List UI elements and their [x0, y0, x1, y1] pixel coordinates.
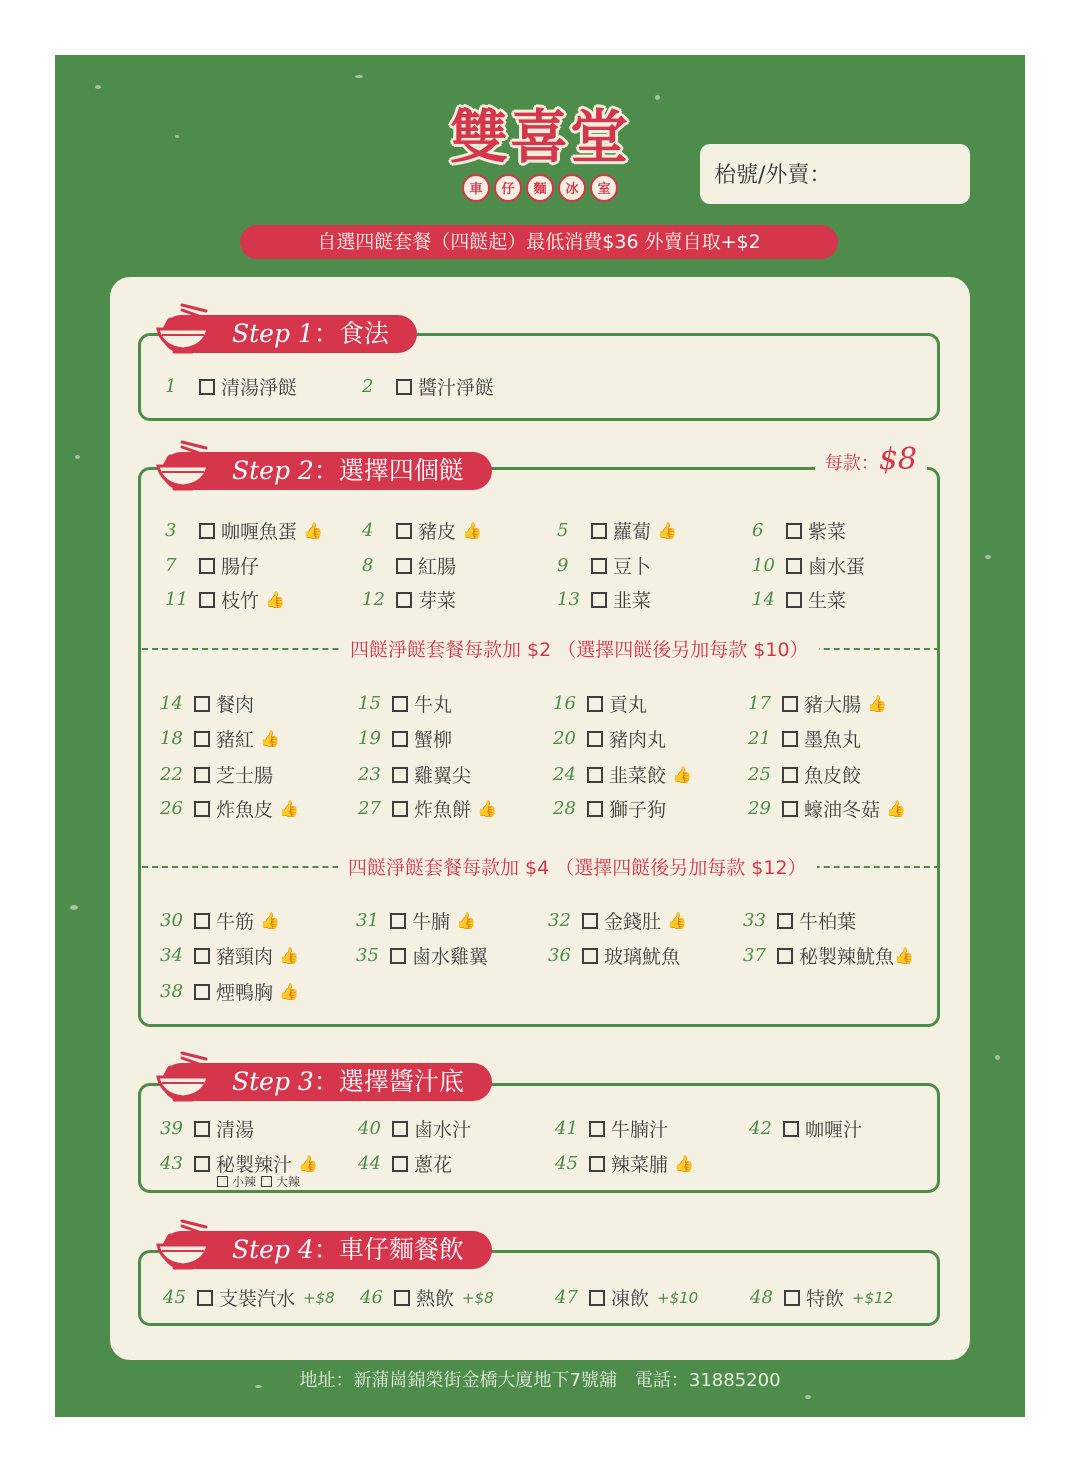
option-label: 豬紅 — [216, 729, 255, 751]
checkbox[interactable] — [392, 696, 408, 712]
option-number: 1 — [165, 376, 177, 397]
option-number: 46 — [360, 1287, 383, 1308]
menu-option[interactable] — [752, 517, 846, 544]
checkbox[interactable] — [396, 379, 412, 395]
thumbs-up-icon: 👍 — [279, 982, 299, 1001]
thumbs-up-icon: 👍 — [279, 799, 299, 818]
table-number-label: 枱號/外賣： — [714, 163, 832, 188]
brand-subtitle-char: 麵 — [526, 174, 554, 202]
option-label: 豬大腸 — [804, 694, 862, 716]
menu-option[interactable] — [557, 517, 677, 544]
menu-option[interactable] — [557, 586, 651, 613]
step3-header: Step 3：選擇醬汁底 — [162, 1063, 492, 1101]
checkbox[interactable] — [390, 913, 406, 929]
checkbox[interactable] — [783, 1121, 799, 1137]
menu-option[interactable] — [553, 761, 692, 788]
option-label: 秘製辣魷魚 — [799, 946, 895, 968]
brand-name: 雙喜堂 — [449, 103, 630, 171]
checkbox[interactable] — [199, 558, 215, 574]
option-label: 蔥花 — [414, 1154, 453, 1176]
checkbox[interactable] — [194, 1121, 210, 1137]
checkbox[interactable] — [582, 913, 598, 929]
option-number: 18 — [160, 728, 183, 749]
checkbox[interactable] — [392, 767, 408, 783]
checkbox[interactable] — [587, 731, 603, 747]
menu-option[interactable] — [160, 978, 299, 1005]
option-number: 42 — [749, 1118, 772, 1139]
option-number: 20 — [553, 728, 576, 749]
option-number: 5 — [557, 520, 569, 541]
option-label: 墨魚丸 — [804, 729, 862, 751]
menu-option[interactable] — [743, 907, 856, 934]
option-surcharge: +$10 — [657, 1288, 699, 1307]
step4-title: 車仔麵餐飲 — [338, 1235, 464, 1264]
option-number: 36 — [548, 945, 571, 966]
option-label: 蠔油冬菇 — [804, 799, 881, 821]
option-label: 牛腩 — [412, 911, 451, 933]
option-number: 16 — [553, 693, 576, 714]
option-label: 豆卜 — [613, 556, 652, 578]
checkbox[interactable] — [589, 1290, 605, 1306]
menu-option[interactable] — [358, 690, 452, 717]
option-number: 47 — [555, 1287, 578, 1308]
option-label: 牛柏葉 — [799, 911, 857, 933]
option-label: 獅子狗 — [609, 799, 667, 821]
menu-option[interactable] — [160, 690, 254, 717]
tier-label: 四餸淨餸套餐每款加 $2 （選擇四餸後另加每款 $10） — [340, 635, 819, 662]
texture-speck — [70, 905, 78, 910]
checkbox[interactable] — [587, 801, 603, 817]
checkbox[interactable] — [396, 592, 412, 608]
checkbox[interactable] — [786, 558, 802, 574]
option-number: 7 — [165, 555, 177, 576]
option-number: 27 — [358, 798, 381, 819]
checkbox[interactable] — [777, 948, 793, 964]
checkbox[interactable] — [199, 592, 215, 608]
option-label: 咖喱汁 — [805, 1119, 863, 1141]
menu-option[interactable] — [165, 517, 323, 544]
menu-option[interactable] — [160, 761, 273, 788]
menu-option[interactable] — [358, 725, 452, 752]
thumbs-up-icon: 👍 — [674, 1154, 694, 1173]
thumbs-up-icon: 👍 — [462, 521, 482, 540]
option-label: 咖喱魚蛋 — [221, 521, 298, 543]
price-label: 每款： — [824, 453, 879, 474]
option-number: 26 — [160, 798, 183, 819]
checkbox[interactable] — [390, 948, 406, 964]
option-number: 4 — [362, 520, 374, 541]
step2-word: Step 2 — [232, 456, 314, 485]
option-number: 35 — [356, 945, 379, 966]
option-label: 煙鴨胸 — [216, 982, 274, 1004]
option-number: 11 — [165, 589, 188, 610]
option-number: 38 — [160, 981, 183, 1002]
option-number: 17 — [748, 693, 771, 714]
drink-option[interactable] — [555, 1284, 698, 1311]
step2-price — [815, 442, 927, 477]
option-label: 芽菜 — [418, 590, 457, 612]
menu-option[interactable] — [748, 690, 887, 717]
checkbox[interactable] — [587, 767, 603, 783]
address-footer: 地址：新蒲崗錦榮街金橋大廈地下7號舖 電話：31885200 — [299, 1370, 781, 1391]
texture-speck — [805, 1395, 811, 1399]
price-value: $8 — [878, 442, 917, 477]
option-number: 40 — [358, 1118, 381, 1139]
checkbox[interactable] — [199, 379, 215, 395]
option-number: 29 — [748, 798, 771, 819]
option-number: 22 — [160, 764, 183, 785]
drink-option[interactable] — [750, 1284, 893, 1311]
spice-mild-label: 小辣 — [232, 1175, 257, 1189]
checkbox[interactable] — [194, 801, 210, 817]
menu-option[interactable] — [748, 795, 906, 822]
option-number: 24 — [553, 764, 576, 785]
option-number: 8 — [362, 555, 374, 576]
thumbs-up-icon: 👍 — [672, 765, 692, 784]
option-number: 14 — [160, 693, 183, 714]
checkbox[interactable] — [394, 1290, 410, 1306]
option-number: 34 — [160, 945, 183, 966]
option-label: 支裝汽水 — [219, 1288, 296, 1310]
option-label: 芝士腸 — [216, 765, 274, 787]
option-number: 19 — [358, 728, 381, 749]
thumbs-up-icon: 👍 — [298, 1154, 318, 1173]
option-number: 28 — [553, 798, 576, 819]
checkbox[interactable] — [784, 1290, 800, 1306]
option-number: 32 — [548, 910, 571, 931]
menu-option[interactable] — [362, 517, 482, 544]
checkbox[interactable] — [587, 696, 603, 712]
step1-word: Step 1 — [232, 319, 314, 348]
option-label: 雞翼尖 — [414, 765, 472, 787]
option-label: 豬頸肉 — [216, 946, 274, 968]
menu-option[interactable] — [356, 942, 488, 969]
option-number: 9 — [557, 555, 569, 576]
promo-banner: 自選四餸套餐（四餸起）最低消費$36 外賣自取+$2 — [240, 225, 838, 259]
option-number: 10 — [752, 555, 775, 576]
checkbox[interactable] — [591, 592, 607, 608]
option-number: 21 — [748, 728, 771, 749]
checkbox[interactable] — [392, 1121, 408, 1137]
spice-hot-label: 大辣 — [276, 1175, 301, 1189]
menu-option[interactable] — [553, 725, 666, 752]
noodle-bowl-icon — [152, 1049, 214, 1105]
menu-option[interactable] — [553, 795, 666, 822]
sauce-option[interactable] — [749, 1115, 862, 1142]
checkbox[interactable] — [199, 523, 215, 539]
step4-header: Step 4：車仔麵餐飲 — [162, 1231, 492, 1269]
drink-option[interactable] — [360, 1284, 494, 1311]
option-label: 貢丸 — [609, 694, 648, 716]
option-label: 鹵水蛋 — [808, 556, 866, 578]
menu-option[interactable] — [160, 942, 299, 969]
menu-option[interactable] — [752, 586, 846, 613]
option-label: 清湯淨餸 — [221, 377, 298, 399]
menu-option[interactable] — [160, 907, 280, 934]
menu-option[interactable] — [160, 725, 280, 752]
brand-subtitle-char: 仔 — [494, 174, 522, 202]
option-label: 特飲 — [806, 1288, 845, 1310]
option-number: 13 — [557, 589, 580, 610]
thumbs-up-icon: 👍 — [886, 799, 906, 818]
step1-option[interactable] — [165, 373, 297, 400]
option-label: 辣菜脯 — [611, 1154, 669, 1176]
texture-speck — [355, 75, 363, 78]
thumbs-up-icon: 👍 — [279, 946, 299, 965]
option-number: 39 — [160, 1118, 183, 1139]
noodle-bowl-icon — [152, 438, 214, 494]
sauce-option[interactable] — [160, 1115, 254, 1142]
option-number: 15 — [358, 693, 381, 714]
option-surcharge: +$12 — [852, 1288, 894, 1307]
checkbox[interactable] — [591, 558, 607, 574]
option-number: 45 — [163, 1287, 186, 1308]
menu-option[interactable] — [356, 907, 476, 934]
option-label: 牛丸 — [414, 694, 453, 716]
menu-option[interactable] — [165, 552, 259, 579]
option-label: 蘿蔔 — [613, 521, 652, 543]
step3-word: Step 3 — [232, 1067, 314, 1096]
tier-label: 四餸淨餸套餐每款加 $4 （選擇四餸後另加每款 $12） — [338, 853, 817, 880]
checkbox[interactable] — [194, 948, 210, 964]
brand-logo — [445, 104, 635, 202]
option-label: 玻璃魷魚 — [604, 946, 681, 968]
checkbox[interactable] — [194, 696, 210, 712]
option-number: 6 — [752, 520, 764, 541]
option-number: 41 — [555, 1118, 578, 1139]
sauce-option[interactable] — [358, 1150, 452, 1177]
option-label: 鹵水雞翼 — [412, 946, 489, 968]
option-label: 醬汁淨餸 — [418, 377, 495, 399]
checkbox[interactable] — [217, 1176, 228, 1187]
checkbox[interactable] — [591, 523, 607, 539]
noodle-bowl-icon — [152, 301, 214, 357]
option-number: 37 — [743, 945, 766, 966]
option-number: 14 — [752, 589, 775, 610]
option-number: 2 — [362, 376, 374, 397]
option-label: 蟹柳 — [414, 729, 453, 751]
option-number: 43 — [160, 1153, 183, 1174]
brand-subtitle-char: 室 — [590, 174, 618, 202]
option-label: 韭菜 — [613, 590, 652, 612]
checkbox[interactable] — [194, 731, 210, 747]
option-number: 23 — [358, 764, 381, 785]
step1-title: 食法 — [338, 319, 389, 348]
option-number: 33 — [743, 910, 766, 931]
checkbox[interactable] — [194, 767, 210, 783]
thumbs-up-icon: 👍 — [456, 911, 476, 930]
step3-title: 選擇醬汁底 — [338, 1067, 464, 1096]
texture-speck — [985, 555, 991, 559]
option-label: 凍飲 — [611, 1288, 650, 1310]
option-number: 12 — [362, 589, 385, 610]
noodle-bowl-icon — [152, 1217, 214, 1273]
menu-option[interactable] — [548, 907, 687, 934]
texture-speck — [95, 85, 101, 89]
menu-option[interactable] — [553, 690, 647, 717]
option-label: 紫菜 — [808, 521, 847, 543]
checkbox[interactable] — [392, 731, 408, 747]
checkbox[interactable] — [589, 1121, 605, 1137]
checkbox[interactable] — [582, 948, 598, 964]
option-label: 金錢肚 — [604, 911, 662, 933]
brand-subtitle — [445, 174, 635, 202]
checkbox[interactable] — [194, 984, 210, 1000]
thumbs-up-icon: 👍 — [657, 521, 677, 540]
menu-option[interactable] — [165, 586, 285, 613]
menu-option[interactable] — [362, 552, 456, 579]
brand-subtitle-char: 車 — [462, 174, 490, 202]
menu-option[interactable] — [548, 942, 680, 969]
spice-level-options — [217, 1173, 300, 1190]
step2-header: Step 2：選擇四個餸 — [162, 452, 492, 490]
option-surcharge: +$8 — [462, 1288, 494, 1307]
checkbox[interactable] — [197, 1290, 213, 1306]
option-label: 生菜 — [808, 590, 847, 612]
checkbox[interactable] — [786, 523, 802, 539]
option-label: 腸仔 — [221, 556, 260, 578]
menu-option[interactable] — [557, 552, 651, 579]
checkbox[interactable] — [392, 801, 408, 817]
thumbs-up-icon: 👍 — [477, 799, 497, 818]
option-label: 炸魚餅 — [414, 799, 472, 821]
drink-option[interactable] — [163, 1284, 335, 1311]
checkbox[interactable] — [786, 592, 802, 608]
option-label: 炸魚皮 — [216, 799, 274, 821]
option-label: 枝竹 — [221, 590, 260, 612]
thumbs-up-icon: 👍 — [260, 911, 280, 930]
thumbs-up-icon: 👍 — [667, 911, 687, 930]
step1-option[interactable] — [362, 373, 494, 400]
checkbox[interactable] — [396, 523, 412, 539]
checkbox[interactable] — [782, 767, 798, 783]
menu-option[interactable] — [748, 761, 861, 788]
thumbs-up-icon: 👍 — [260, 729, 280, 748]
option-number: 31 — [356, 910, 379, 931]
menu-option[interactable] — [160, 795, 299, 822]
option-label: 秘製辣汁 — [216, 1154, 293, 1176]
sauce-option[interactable] — [555, 1150, 694, 1177]
option-label: 豬皮 — [418, 521, 457, 543]
thumbs-up-icon: 👍 — [303, 521, 323, 540]
step1-header: Step 1：食法 — [162, 315, 417, 353]
menu-option[interactable] — [358, 761, 471, 788]
step4-word: Step 4 — [232, 1235, 314, 1264]
texture-speck — [655, 95, 660, 100]
menu-option[interactable] — [748, 725, 861, 752]
option-number: 3 — [165, 520, 177, 541]
checkbox[interactable] — [782, 801, 798, 817]
texture-speck — [175, 135, 179, 138]
checkbox[interactable] — [782, 731, 798, 747]
option-label: 餐肉 — [216, 694, 255, 716]
thumbs-up-icon: 👍 — [867, 694, 887, 713]
option-label: 魚皮餃 — [804, 765, 862, 787]
option-label: 豬肉丸 — [609, 729, 667, 751]
step2-title: 選擇四個餸 — [338, 456, 464, 485]
checkbox[interactable] — [777, 913, 793, 929]
option-number: 45 — [555, 1153, 578, 1174]
option-number: 30 — [160, 910, 183, 931]
texture-speck — [995, 1055, 1000, 1060]
checkbox[interactable] — [392, 1156, 408, 1172]
option-surcharge: +$8 — [303, 1288, 335, 1307]
option-label: 鹵水汁 — [414, 1119, 472, 1141]
texture-speck — [75, 455, 80, 459]
checkbox[interactable] — [782, 696, 798, 712]
checkbox[interactable] — [194, 1156, 210, 1172]
menu-option[interactable] — [743, 942, 914, 969]
sauce-option[interactable] — [358, 1115, 471, 1142]
menu-option[interactable] — [752, 552, 865, 579]
menu-option[interactable] — [362, 586, 456, 613]
checkbox[interactable] — [261, 1176, 272, 1187]
option-label: 牛腩汁 — [611, 1119, 669, 1141]
checkbox[interactable] — [396, 558, 412, 574]
option-number: 25 — [748, 764, 771, 785]
checkbox[interactable] — [194, 913, 210, 929]
brand-subtitle-char: 冰 — [558, 174, 586, 202]
option-number: 44 — [358, 1153, 381, 1174]
menu-option[interactable] — [358, 795, 497, 822]
option-number: 48 — [750, 1287, 773, 1308]
checkbox[interactable] — [589, 1156, 605, 1172]
option-label: 熱飲 — [416, 1288, 455, 1310]
sauce-option[interactable] — [555, 1115, 668, 1142]
thumbs-up-icon: 👍 — [894, 946, 914, 965]
option-label: 清湯 — [216, 1119, 255, 1141]
option-label: 韭菜餃 — [609, 765, 667, 787]
thumbs-up-icon: 👍 — [265, 590, 285, 609]
option-label: 紅腸 — [418, 556, 457, 578]
table-number-field[interactable] — [700, 144, 970, 204]
option-label: 牛筋 — [216, 911, 255, 933]
